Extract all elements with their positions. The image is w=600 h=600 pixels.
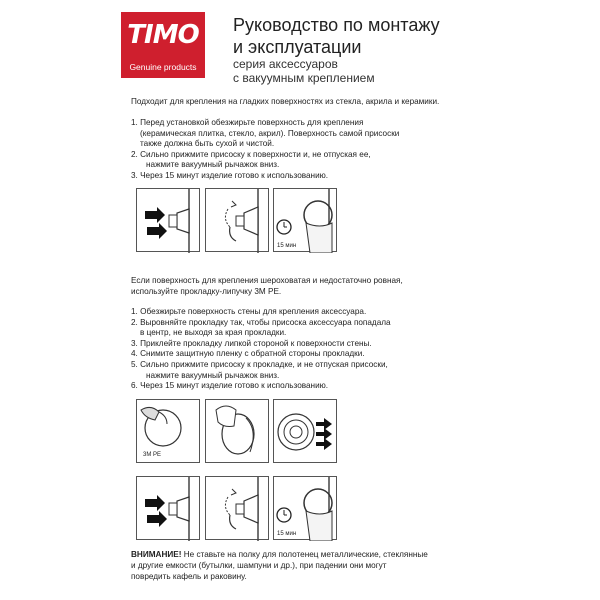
section2-intro: Если поверхность для крепления шероховатая и недостаточно ровная, используйте прокладку-липучку 3М PE. [131,276,403,296]
timer-label: 15 мин [277,531,297,537]
illustration-pad-peel [136,399,200,463]
section1-steps [131,118,399,182]
timer-label: 15 мин [277,243,297,249]
page-subtitle: серия аксессуаров с вакуумным креплением [233,57,375,85]
page-title: Руководство по монтажу и эксплуатации [233,15,440,57]
illustration-lever [205,188,269,252]
pad-label: 3M PE [143,452,162,458]
illustration-pad-press [205,399,269,463]
step-item: 4. Снимите защитную пленку с обратной стороны прокладки. [131,349,365,359]
warning-label: ВНИМАНИЕ! [131,550,182,559]
warning-note: ВНИМАНИЕ! Не ставьте на полку для полотенец металлические, стеклянные и другие емкости (бутылки, шампуни и др.), при падении они могут повредить кафель и раковину. [131,550,428,581]
step-item: 2. Выровняйте прокладку так, чтобы присоска аксессуара попадала в центр, не выходя за края прокладки. [131,317,391,338]
section1-intro: Подходит для крепления на гладких поверхностях из стекла, акрила и керамики. [131,97,440,106]
step-item: 1. Обезжирьте поверхность стены для крепления аксессуара. [131,307,367,316]
step-item: 3. Через 15 минут изделие готово к использованию. [131,170,329,180]
step-item: 6. Через 15 минут изделие готово к использованию. [131,381,329,391]
logo-wordmark: TIMO [127,20,199,50]
step-item: 3. Приклейте прокладку липкой стороной к поверхности стены. [131,338,372,348]
illustration-ready-15min [273,188,337,252]
illustration-mount-ring [273,399,337,463]
step-item: 5. Сильно прижмите присоску к прокладке, и не отпуская присоски, нажмите вакуумный рычажок вниз. [131,359,388,380]
logo-tagline: Genuine products [129,62,197,72]
illustration-press-suction-2 [136,476,200,540]
illustration-lever-2 [205,476,269,540]
section2-steps [131,307,391,392]
illustration-press-suction [136,188,200,252]
step-item: 1. Перед установкой обезжирьте поверхность для крепления (керамическая плитка, стекло, акрил). Поверхность самой присоски также должна быть сухой и чистой. [131,118,400,149]
step-item: 2. Сильно прижмите присоску к поверхности и, не отпуская ее, нажмите вакуумный рычажок вниз. [131,149,371,170]
brand-logo [121,12,205,78]
illustration-ready-15min-2 [273,476,337,540]
